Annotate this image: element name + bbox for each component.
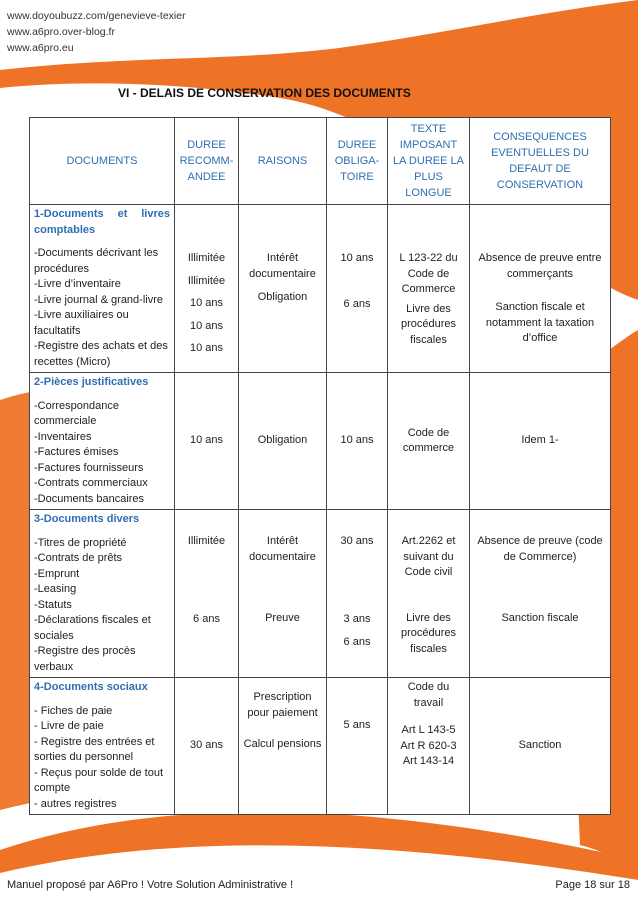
list-item: -Documents bancaires	[34, 492, 145, 505]
list-item: -Registre des procès verbaux	[34, 645, 136, 673]
list-item: -Livre auxiliaires ou facultatifs	[34, 309, 129, 337]
texte-cell: L 123-22 du Code de Commerce Livre des procédures fiscales	[388, 205, 470, 373]
list-item: -Contrats de prêts	[34, 552, 123, 564]
consequences-cell: Absence de preuve (code de Commerce) Sanction fiscale	[470, 510, 611, 678]
duree-recommandee-cell: 30 ans	[175, 678, 239, 815]
duree-recommandee-cell: 10 ans	[175, 373, 239, 510]
section-heading: 4-Documents sociaux	[34, 681, 148, 693]
header-consequences: CONSEQUENCES EVENTUELLES DU DEFAUT DE CONSERVATION	[470, 118, 611, 205]
table-row	[30, 510, 611, 678]
consequences-cell: Absence de preuve entre commerçants Sanction fiscale et notamment la taxation d’office	[470, 205, 611, 373]
list-item: - Registre des entrées et sorties du personnel	[34, 735, 155, 763]
header-documents: DOCUMENTS	[30, 118, 175, 205]
header-texte: TEXTE IMPOSANT LA DUREE LA PLUS LONGUE	[388, 118, 470, 205]
page-title: VI - DELAIS DE CONSERVATION DES DOCUMENTS	[118, 86, 411, 100]
consequences-cell: Idem 1-	[470, 373, 611, 510]
table-row	[30, 678, 611, 815]
list-item: -Documents décrivant les procédures	[34, 247, 159, 275]
list-item: -Factures fournisseurs	[34, 461, 144, 474]
raisons-cell: Obligation	[239, 373, 327, 510]
list-item: -Livre d’inventaire	[34, 278, 121, 290]
list-item: -Titres de propriété	[34, 536, 127, 549]
list-item: -Leasing	[34, 583, 77, 595]
texte-cell: Code de commerce	[388, 373, 470, 510]
header-links	[7, 8, 186, 56]
section-heading: 3-Documents divers	[34, 513, 140, 525]
duree-obligatoire-cell: 10 ans 6 ans	[327, 205, 388, 373]
duree-obligatoire-cell: 10 ans	[327, 373, 388, 510]
link-a6pro[interactable]: www.a6pro.eu	[7, 42, 74, 54]
link-doyoubuzz[interactable]: www.doyoubuzz.com/genevieve-texier	[7, 10, 186, 22]
list-item: -Livre journal & grand-livre	[34, 293, 163, 306]
list-item: -Statuts	[34, 598, 72, 611]
duree-obligatoire-cell: 30 ans 3 ans 6 ans	[327, 510, 388, 678]
list-item: -Emprunt	[34, 567, 80, 580]
list-item: -Correspondance commerciale	[34, 399, 119, 427]
section-heading: 1-Documents et livres comptables	[34, 208, 170, 236]
list-item: -Contrats commerciaux	[34, 477, 148, 489]
list-item: - autres registres	[34, 797, 117, 810]
documents-cell	[30, 678, 175, 815]
duree-recommandee-cell: Illimitée Illimitée 10 ans 10 ans 10 ans	[175, 205, 239, 373]
texte-cell: Art.2262 et suivant du Code civil Livre des procédures fiscales	[388, 510, 470, 678]
table-row	[30, 205, 611, 373]
table-row	[30, 373, 611, 510]
documents-cell	[30, 373, 175, 510]
link-over-blog[interactable]: www.a6pro.over-blog.fr	[7, 26, 115, 38]
table-header-row	[30, 118, 611, 205]
footer-credit: Manuel proposé par A6Pro ! Votre Solution Administrative !	[7, 879, 294, 891]
duree-obligatoire-cell: 5 ans	[327, 678, 388, 815]
list-item: - Livre de paie	[34, 720, 104, 732]
list-item: - Fiches de paie	[34, 704, 113, 717]
list-item: -Registre des achats et des recettes (Micro)	[34, 340, 168, 368]
list-item: -Inventaires	[34, 430, 92, 443]
raisons-cell: Intérêt documentaire Preuve	[239, 510, 327, 678]
documents-cell	[30, 510, 175, 678]
list-item: -Déclarations fiscales et sociales	[34, 614, 151, 642]
duree-recommandee-cell: Illimitée 6 ans	[175, 510, 239, 678]
list-item: -Factures émises	[34, 446, 119, 458]
page-number: Page 18 sur 18	[555, 879, 630, 891]
raisons-cell: Prescription pour paiement Calcul pensions	[239, 678, 327, 815]
header-duree-recommandee: DUREE RECOMM- ANDEE	[175, 118, 239, 205]
section-heading: 2-Pièces justificatives	[34, 376, 149, 388]
documents-cell	[30, 205, 175, 373]
retention-table	[29, 117, 611, 815]
list-item: - Reçus pour solde de tout compte	[34, 766, 164, 794]
consequences-cell: Sanction	[470, 678, 611, 815]
texte-cell: Code du travail Art L 143-5 Art R 620-3 Art 143-14	[388, 678, 470, 815]
header-duree-obligatoire: DUREE OBLIGA- TOIRE	[327, 118, 388, 205]
page-title-wrap	[0, 86, 638, 100]
header-raisons: RAISONS	[239, 118, 327, 205]
raisons-cell: Intérêt documentaire Obligation	[239, 205, 327, 373]
